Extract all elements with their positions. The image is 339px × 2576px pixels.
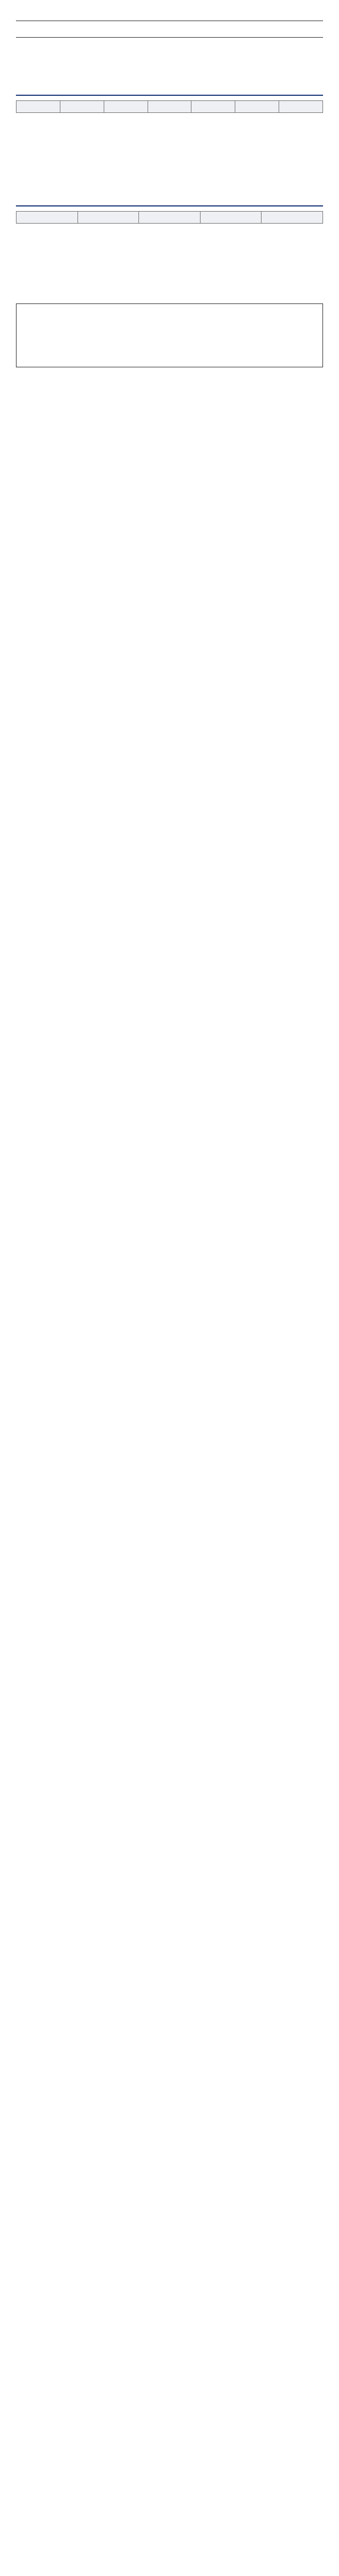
notes-block-1: [16, 119, 323, 187]
subjects-table: [16, 211, 323, 224]
notice-box: [16, 303, 323, 367]
page-title: [16, 21, 323, 38]
table-header-row: [17, 212, 323, 224]
section-heading-2: [16, 195, 323, 206]
table-header-row: [17, 101, 323, 113]
intro-paragraph: [16, 42, 323, 76]
notes-block-2: [16, 229, 323, 298]
document-header: [16, 5, 323, 13]
positions-table-1: [16, 100, 323, 113]
section-heading-1: [16, 84, 323, 96]
